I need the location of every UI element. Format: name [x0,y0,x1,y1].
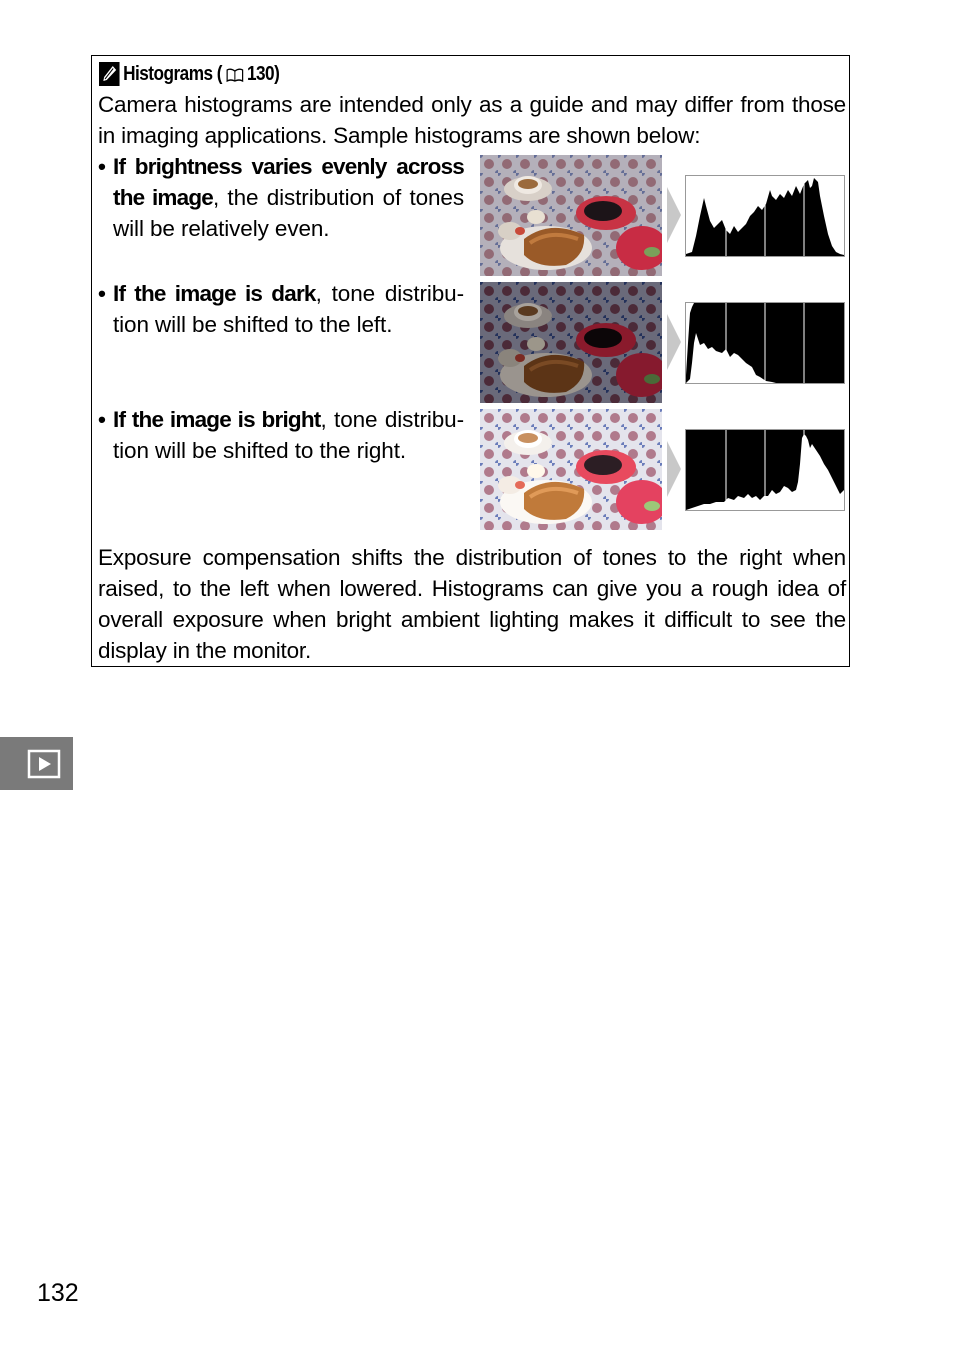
bullet-text: , tone distribu-tion will be shifted to the left. [113,281,464,337]
page-reference-number: 130) [246,62,280,85]
bullet-even [98,151,464,244]
histogram-even [685,175,845,257]
bullet-dot: • [98,281,106,306]
histogram-bright [685,429,845,511]
bullet-text: , the distribution of tones will be relatively even. [113,185,464,241]
bullet-text: , tone distribu-tion will be shifted to the right. [113,407,464,463]
playback-icon [27,749,61,779]
sample-photo-dark [480,282,662,403]
page-reference [225,63,279,86]
chevron-right-icon [666,187,682,243]
chevron-right-icon [666,314,682,370]
book-icon [225,66,244,82]
note-title [99,61,279,87]
pencil-icon [99,62,120,86]
playback-section-tab [0,737,73,790]
histograms-note [91,55,850,667]
sample-photo-normal [480,155,662,276]
bullet-dot: • [98,407,106,432]
bullet-bright [98,404,464,466]
bullet-dot: • [98,154,106,179]
sample-photo-bright [480,409,662,530]
bullet-lead: If the image is dark [113,281,316,306]
bullet-lead: If brightness varies evenly across the image [113,154,464,210]
bullet-dark [98,278,464,340]
intro-paragraph: Camera histograms are intended only as a guide and may differ from those in imaging applications. Sample histograms are shown below: [98,92,846,148]
histogram-dark [685,302,845,384]
outro-paragraph: Exposure compensation shifts the distribution of tones to the right when raised, to the left when lowered. Histograms can give you a rough idea of overall exposure when bright ambient lighting makes it difficult to see the display in the monitor. [98,545,846,663]
note-title-text: Histograms ( [123,62,223,85]
page-number: 132 [37,1279,79,1307]
chevron-right-icon [666,441,682,497]
bullet-lead: If the image is bright [113,407,321,432]
